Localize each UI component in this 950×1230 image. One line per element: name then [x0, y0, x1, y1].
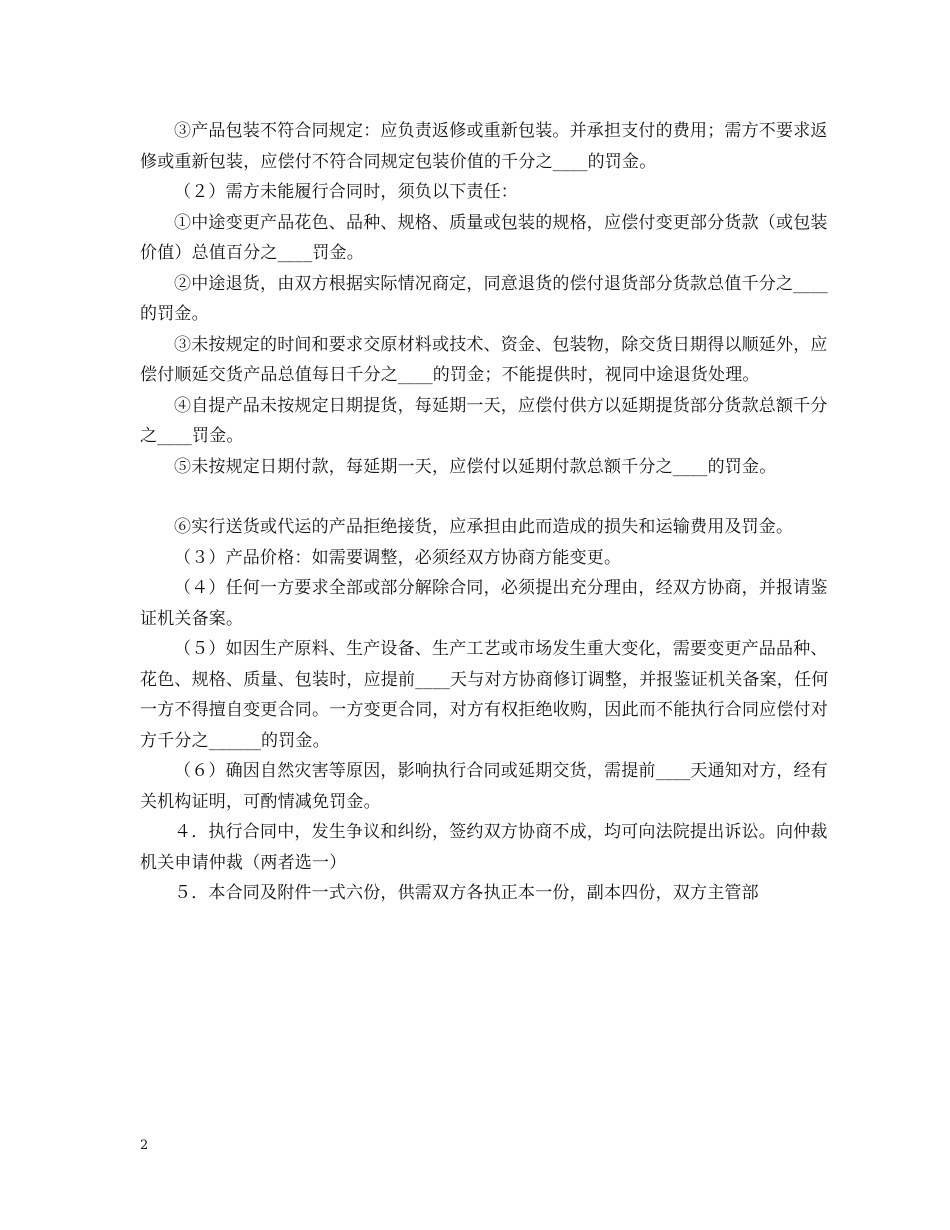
paragraph-contract-termination: （４）任何一方要求全部或部分解除合同，必须提出充分理由，经双方协商，并报请鉴证机关备案。 [140, 578, 828, 629]
paragraph-packaging-nonconformity: ③产品包装不符合同规定：应负责返修或重新包装。并承担支付的费用；需方不要求返修或重新包装，应偿付不符合同规定包装价值的千分之____的罚金。 [140, 121, 828, 172]
paragraph-force-majeure: （６）确因自然灾害等原因，影响执行合同或延期交货，需提前____天通知对方，经有关机构证明，可酌情减免罚金。 [140, 761, 828, 812]
paragraph-refuse-delivery: ⑥实行送货或代运的产品拒绝接货，应承担由此而造成的损失和运输费用及罚金。 [174, 517, 794, 537]
document-body [140, 116, 830, 909]
page-number: 2 [140, 1138, 149, 1153]
paragraph-payment-delay: ⑤未按规定日期付款，每延期一天，应偿付以延期付款总额千分之____的罚金。 [174, 456, 777, 477]
paragraph-contract-copies: ５．本合同及附件一式六份，供需双方各执正本一份，副本四份，双方主管部 [174, 883, 759, 903]
paragraph-midway-change: ①中途变更产品花色、品种、规格、质量或包装的规格，应偿付变更部分货款（或包装价值）总值百分之____罚金。 [140, 212, 828, 263]
paragraph-product-price: （３）产品价格：如需要调整，必须经双方协商方能变更。 [174, 547, 622, 568]
paragraph-buyer-liability-heading: （２）需方未能履行合同时，须负以下责任： [174, 182, 518, 202]
paragraph-midway-return: ②中途退货，由双方根据实际情况商定，同意退货的偿付退货部分货款总值千分之____的罚金。 [140, 273, 828, 324]
paragraph-materials-delay: ③未按规定的时间和要求交原材料或技术、资金、包装物，除交货日期得以顺延外，应偿付顺延交货产品总值每日千分之____的罚金；不能提供时，视同中途退货处理。 [140, 334, 828, 385]
paragraph-major-change: （５）如因生产原料、生产设备、生产工艺或市场发生重大变化，需要变更产品品种、花色、规格、质量、包装时，应提前____天与对方协商修订调整，并报鉴证机关备案，任何一方不得擅自变更合同。一方变更合同，对方有权拒绝收购，因此而不能执行合同应偿付对方千分之______的罚金。 [140, 639, 829, 751]
paragraph-dispute-resolution: ４．执行合同中，发生争议和纠纷，签约双方协商不成，均可向法院提出诉讼。向仲裁机关申请仲裁（两者选一） [140, 822, 828, 873]
paragraph-self-pickup-delay: ④自提产品未按规定日期提货，每延期一天，应偿付供方以延期提货部分货款总额千分之____罚金。 [140, 395, 828, 446]
